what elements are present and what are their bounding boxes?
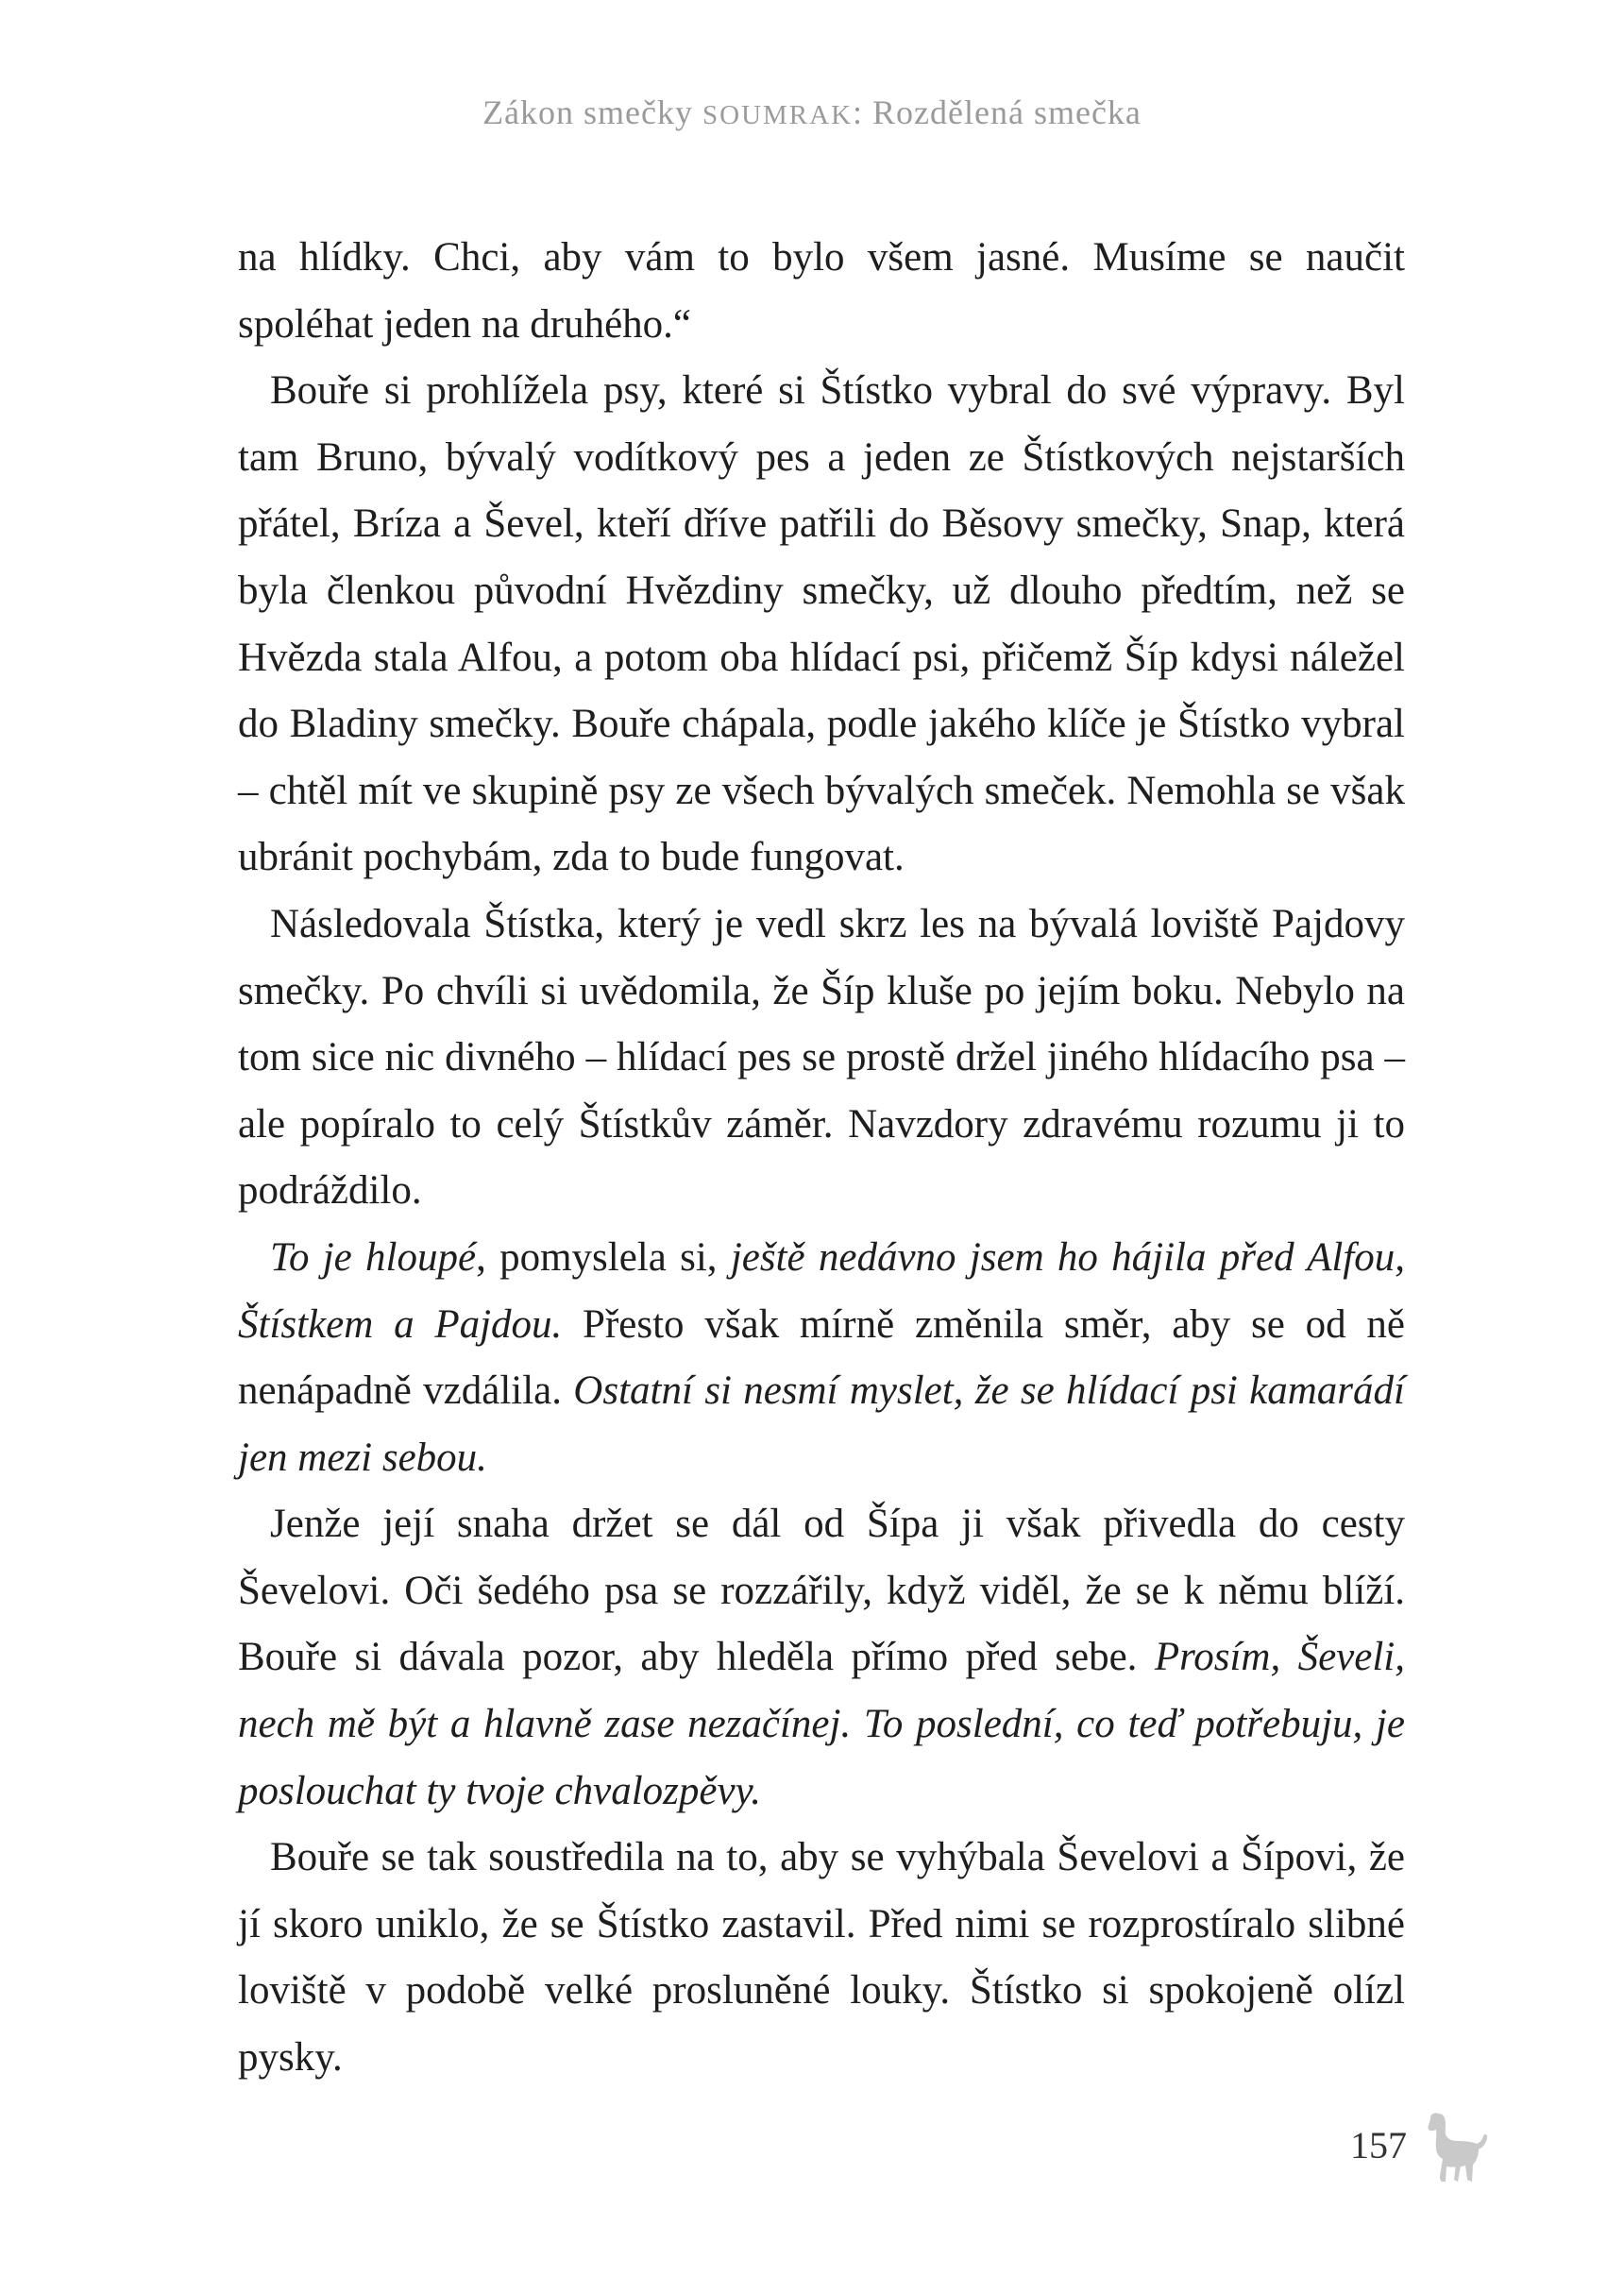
italic-text-run: Ostatní si nesmí myslet, že se hlídací psi kamarádí jen mezi sebou. (238, 1368, 1405, 1480)
text-run: Bouře se tak soustředila na to, aby se vyhýbala Ševelovi a Šípovi, že jí skoro uniklo, že se Štístko zastavil. Před nimi se rozprostíralo slibné loviště v podobě velké prosluněné louky. Štístko si spokojeně olízl pysky. (238, 1835, 1405, 2081)
body-text (238, 225, 1405, 2092)
paragraph (238, 358, 1405, 892)
running-head-title: Zákon smečky (482, 93, 702, 131)
paragraph (238, 1225, 1405, 1491)
italic-text-run: ještě nedávno jsem ho hájila před Alfou, Štístkem a Pajdou. (238, 1234, 1405, 1347)
text-run: na hlídky. Chci, aby vám to bylo všem jasné. Musíme se naučit spoléhat jeden na druhého.“ (238, 235, 1405, 347)
italic-text-run: To je hloupé (270, 1234, 477, 1280)
running-head-subtitle: : Rozdělená smečka (853, 93, 1142, 131)
page-number: 157 (1350, 2124, 1407, 2167)
paragraph (238, 1491, 1405, 1825)
running-head-series: SOUMRAK (702, 100, 854, 130)
dog-silhouette-icon (1418, 2108, 1492, 2184)
paragraph (238, 892, 1405, 1225)
text-run: Následovala Štístka, který je vedl skrz les na bývalá loviště Pajdovy smečky. Po chvíli si uvědomila, že Šíp kluše po jejím boku. Nebylo na tom sice nic divného – hlídací pes se prostě držel jiného hlídacího psa – ale popíralo to celý Štístkův záměr. Navzdory zdravému rozumu ji to podráždilo. (238, 901, 1405, 1214)
text-run: Jenže její snaha držet se dál od Šípa ji však přivedla do cesty Ševelovi. Oči šedého psa se rozzářily, když viděl, že se k němu blíží. Bouře si dávala pozor, aby hleděla přímo před sebe. (238, 1502, 1405, 1680)
text-run: Bouře si prohlížela psy, které si Štístko vybral do své výpravy. Byl tam Bruno, bývalý vodítkový pes a jeden ze Štístkových nejstarších přátel, Bríza a Ševel, kteří dříve patřili do Běsovy smečky, Snap, která byla členkou původní Hvězdiny smečky, už dlouho předtím, než se Hvězda stala Alfou, a potom oba hlídací psi, přičemž Šíp kdysi náležel do Bladiny smečky. Bouře chápala, podle jakého klíče je Štístko vybral – chtěl mít ve skupině psy ze všech bývalých smeček. Nemohla se však ubránit pochybám, zda to bude fungovat. (238, 368, 1405, 880)
text-run: , pomyslela si, (476, 1234, 731, 1280)
italic-text-run: Prosím, Ševeli, nech mě být a hlavně zase nezačínej. To poslední, co teď potřebuju, je poslouchat ty tvoje chvalozpěvy. (238, 1635, 1405, 1813)
paragraph (238, 225, 1405, 358)
paragraph (238, 1825, 1405, 2091)
text-run: Přesto však mírně změnila směr, aby se od ně nenápadně vzdálila. (238, 1301, 1405, 1414)
running-head (0, 93, 1624, 132)
